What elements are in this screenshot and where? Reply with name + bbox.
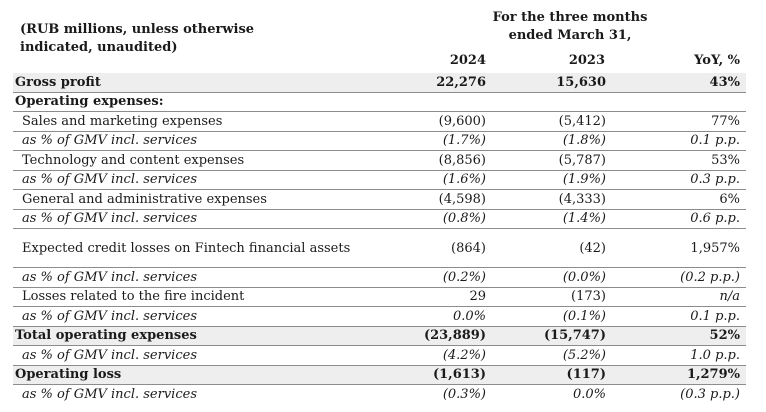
value-yoy: 1,957% [690,240,740,256]
value-2024: (0.3%) [442,387,486,403]
value-yoy: n/a [719,289,740,305]
row-label: as % of GMV incl. services [22,308,197,324]
value-yoy: 43% [709,74,740,90]
value-yoy: 0.6 p.p. [690,211,740,227]
row-total-operating-expenses [13,327,746,347]
row-gross-profit [13,73,746,93]
value-yoy: 0.1 p.p. [690,133,740,149]
value-yoy: 1,279% [686,367,740,383]
row-label: Operating loss [15,367,122,383]
row-sales-marketing [13,112,746,132]
value-2023: (5.2%) [562,347,606,363]
period-header: For the three months ended March 31, [492,10,648,43]
row-label: as % of GMV incl. services [22,269,197,285]
column-header-2024: 2024 [449,53,486,68]
value-2023: (5,787) [558,152,606,168]
row-expected-credit-losses [13,229,746,268]
value-yoy: 52% [709,328,740,344]
column-header-2023: 2023 [568,53,605,68]
row-technology-content-pct [13,171,746,191]
value-2023: (117) [566,367,606,383]
row-label: Technology and content expenses [22,152,245,168]
row-label: as % of GMV incl. services [22,133,197,149]
row-operating-loss [13,366,746,386]
row-label: as % of GMV incl. services [22,211,197,227]
value-2024: 22,276 [436,74,486,90]
row-sales-marketing-pct [13,132,746,152]
row-operating-expenses-heading [13,93,746,113]
value-2024: (1.7%) [442,133,486,149]
value-2024: 29 [469,289,486,305]
value-2024: (1.6%) [442,172,486,188]
value-2024: (9,600) [438,113,486,129]
row-fire-incident-losses-pct [13,307,746,327]
value-2024: 0.0% [452,308,486,324]
value-2024: (0.8%) [442,211,486,227]
row-label: as % of GMV incl. services [22,347,197,363]
row-total-operating-expenses-pct [13,346,746,366]
value-2023: 15,630 [556,74,606,90]
value-2023: (0.0%) [562,269,606,285]
value-yoy: 77% [711,113,740,129]
row-label: as % of GMV incl. services [22,172,197,188]
value-yoy: 0.1 p.p. [690,308,740,324]
row-expected-credit-losses-pct [13,268,746,288]
row-general-administrative-pct [13,210,746,230]
value-2024: (864) [451,240,486,256]
value-2023: 0.0% [572,387,606,403]
value-2023: (42) [579,240,606,256]
value-2024: (4.2%) [442,347,486,363]
value-2023: (5,412) [558,113,606,129]
row-operating-loss-pct [13,385,746,405]
column-header-yoy: YoY, % [694,53,740,68]
row-technology-content [13,151,746,171]
financial-table [13,73,746,405]
value-2023: (1.4%) [562,211,606,227]
value-2023: (4,333) [558,191,606,207]
value-2024: (23,889) [423,328,486,344]
row-label: Sales and marketing expenses [22,113,223,129]
value-2023: (173) [571,289,606,305]
row-fire-incident-losses [13,288,746,308]
units-note: (RUB millions, unless otherwise indicated, unaudited) [20,22,255,55]
row-label: Operating expenses: [15,94,164,110]
row-label: General and administrative expenses [22,191,267,207]
value-yoy: 53% [711,152,740,168]
row-general-administrative [13,190,746,210]
row-label: as % of GMV incl. services [22,387,197,403]
value-2024: (8,856) [438,152,486,168]
value-2023: (1.9%) [562,172,606,188]
value-yoy: 1.0 p.p. [690,347,740,363]
value-yoy: (0.2 p.p.) [680,269,740,285]
row-label: Expected credit losses on Fintech financial assets [22,240,351,256]
row-label: Total operating expenses [15,328,197,344]
value-2023: (1.8%) [562,133,606,149]
value-2024: (4,598) [438,191,486,207]
value-2023: (0.1%) [562,308,606,324]
value-2024: (1,613) [432,367,486,383]
value-2024: (0.2%) [442,269,486,285]
row-label: Losses related to the fire incident [22,289,245,305]
value-yoy: 6% [719,191,740,207]
value-yoy: 0.3 p.p. [690,172,740,188]
value-2023: (15,747) [543,328,606,344]
value-yoy: (0.3 p.p.) [680,387,740,403]
row-label: Gross profit [15,74,101,90]
